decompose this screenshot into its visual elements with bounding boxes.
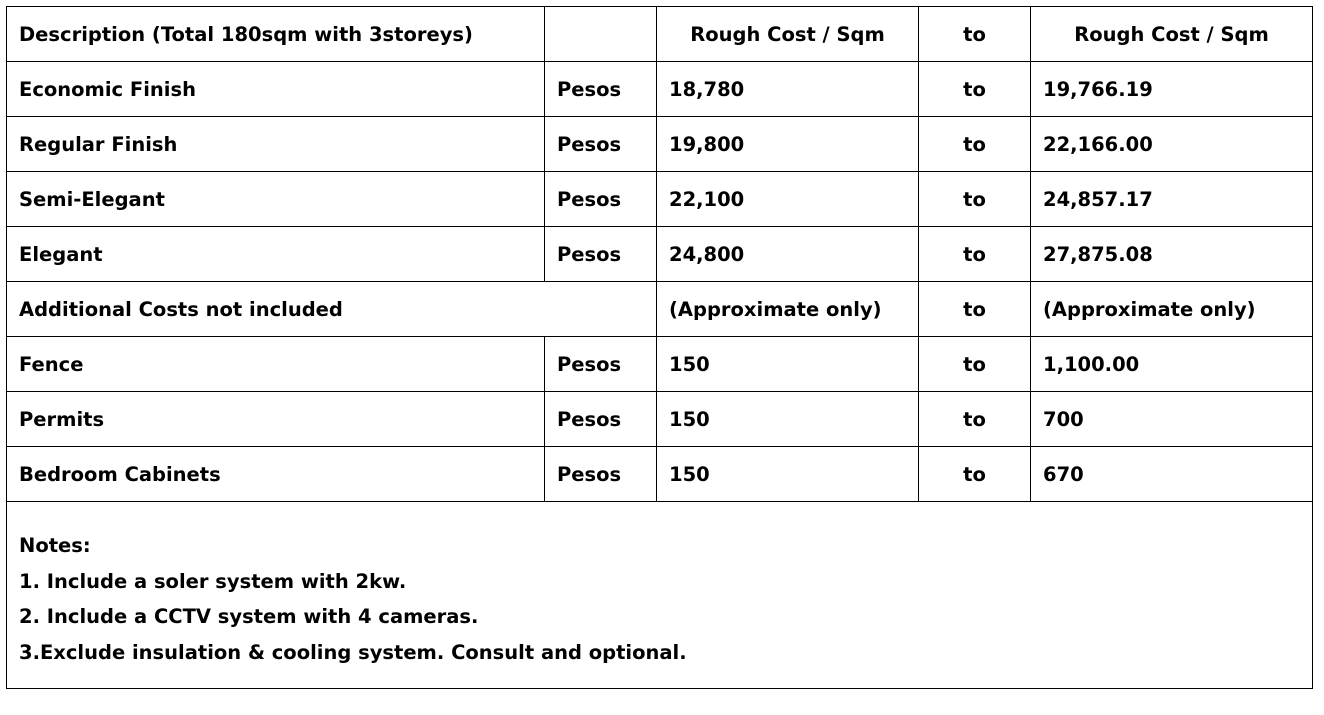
row-high-cost: 1,100.00: [1031, 337, 1313, 392]
table-row: [7, 392, 1313, 447]
row-unit: Pesos: [545, 172, 657, 227]
row-high-cost: 27,875.08: [1031, 227, 1313, 282]
row-separator: to: [919, 227, 1031, 282]
row-separator: to: [919, 337, 1031, 392]
table-row: [7, 117, 1313, 172]
notes-cell: [7, 502, 1313, 689]
note-item: 1. Include a soler system with 2kw.: [19, 569, 407, 593]
additional-costs-row: [7, 282, 1313, 337]
row-high-cost: 700: [1031, 392, 1313, 447]
row-low-cost: 22,100: [657, 172, 919, 227]
table-row: [7, 337, 1313, 392]
row-low-cost: 19,800: [657, 117, 919, 172]
row-description: Semi-Elegant: [7, 172, 545, 227]
row-separator: to: [919, 447, 1031, 502]
table-row: [7, 227, 1313, 282]
row-separator: to: [919, 62, 1031, 117]
table-row: [7, 172, 1313, 227]
additional-high-note: (Approximate only): [1031, 282, 1313, 337]
cost-table: [6, 6, 1313, 689]
row-low-cost: 24,800: [657, 227, 919, 282]
header-separator: to: [919, 7, 1031, 62]
additional-costs-label: Additional Costs not included: [7, 282, 657, 337]
cost-estimate-sheet: [6, 6, 1313, 689]
row-description: Permits: [7, 392, 545, 447]
row-high-cost: 22,166.00: [1031, 117, 1313, 172]
row-description: Bedroom Cabinets: [7, 447, 545, 502]
row-unit: Pesos: [545, 227, 657, 282]
header-unit: [545, 7, 657, 62]
row-unit: Pesos: [545, 62, 657, 117]
notes-row: [7, 502, 1313, 689]
row-high-cost: 19,766.19: [1031, 62, 1313, 117]
row-description: Regular Finish: [7, 117, 545, 172]
row-high-cost: 24,857.17: [1031, 172, 1313, 227]
header-high-cost: Rough Cost / Sqm: [1031, 7, 1313, 62]
note-item: 3.Exclude insulation & cooling system. Consult and optional.: [19, 640, 687, 664]
row-low-cost: 150: [657, 392, 919, 447]
row-low-cost: 150: [657, 447, 919, 502]
row-unit: Pesos: [545, 337, 657, 392]
row-description: Elegant: [7, 227, 545, 282]
row-low-cost: 18,780: [657, 62, 919, 117]
row-unit: Pesos: [545, 117, 657, 172]
additional-separator: to: [919, 282, 1031, 337]
header-description: Description (Total 180sqm with 3storeys): [7, 7, 545, 62]
table-header-row: [7, 7, 1313, 62]
note-item: 2. Include a CCTV system with 4 cameras.: [19, 605, 479, 628]
header-low-cost: Rough Cost / Sqm: [657, 7, 919, 62]
row-high-cost: 670: [1031, 447, 1313, 502]
additional-low-note: (Approximate only): [657, 282, 919, 337]
row-separator: to: [919, 117, 1031, 172]
row-unit: Pesos: [545, 447, 657, 502]
row-low-cost: 150: [657, 337, 919, 392]
notes-title: Notes:: [19, 534, 91, 557]
row-description: Fence: [7, 337, 545, 392]
table-row: [7, 447, 1313, 502]
row-separator: to: [919, 172, 1031, 227]
row-description: Economic Finish: [7, 62, 545, 117]
table-row: [7, 62, 1313, 117]
row-unit: Pesos: [545, 392, 657, 447]
row-separator: to: [919, 392, 1031, 447]
